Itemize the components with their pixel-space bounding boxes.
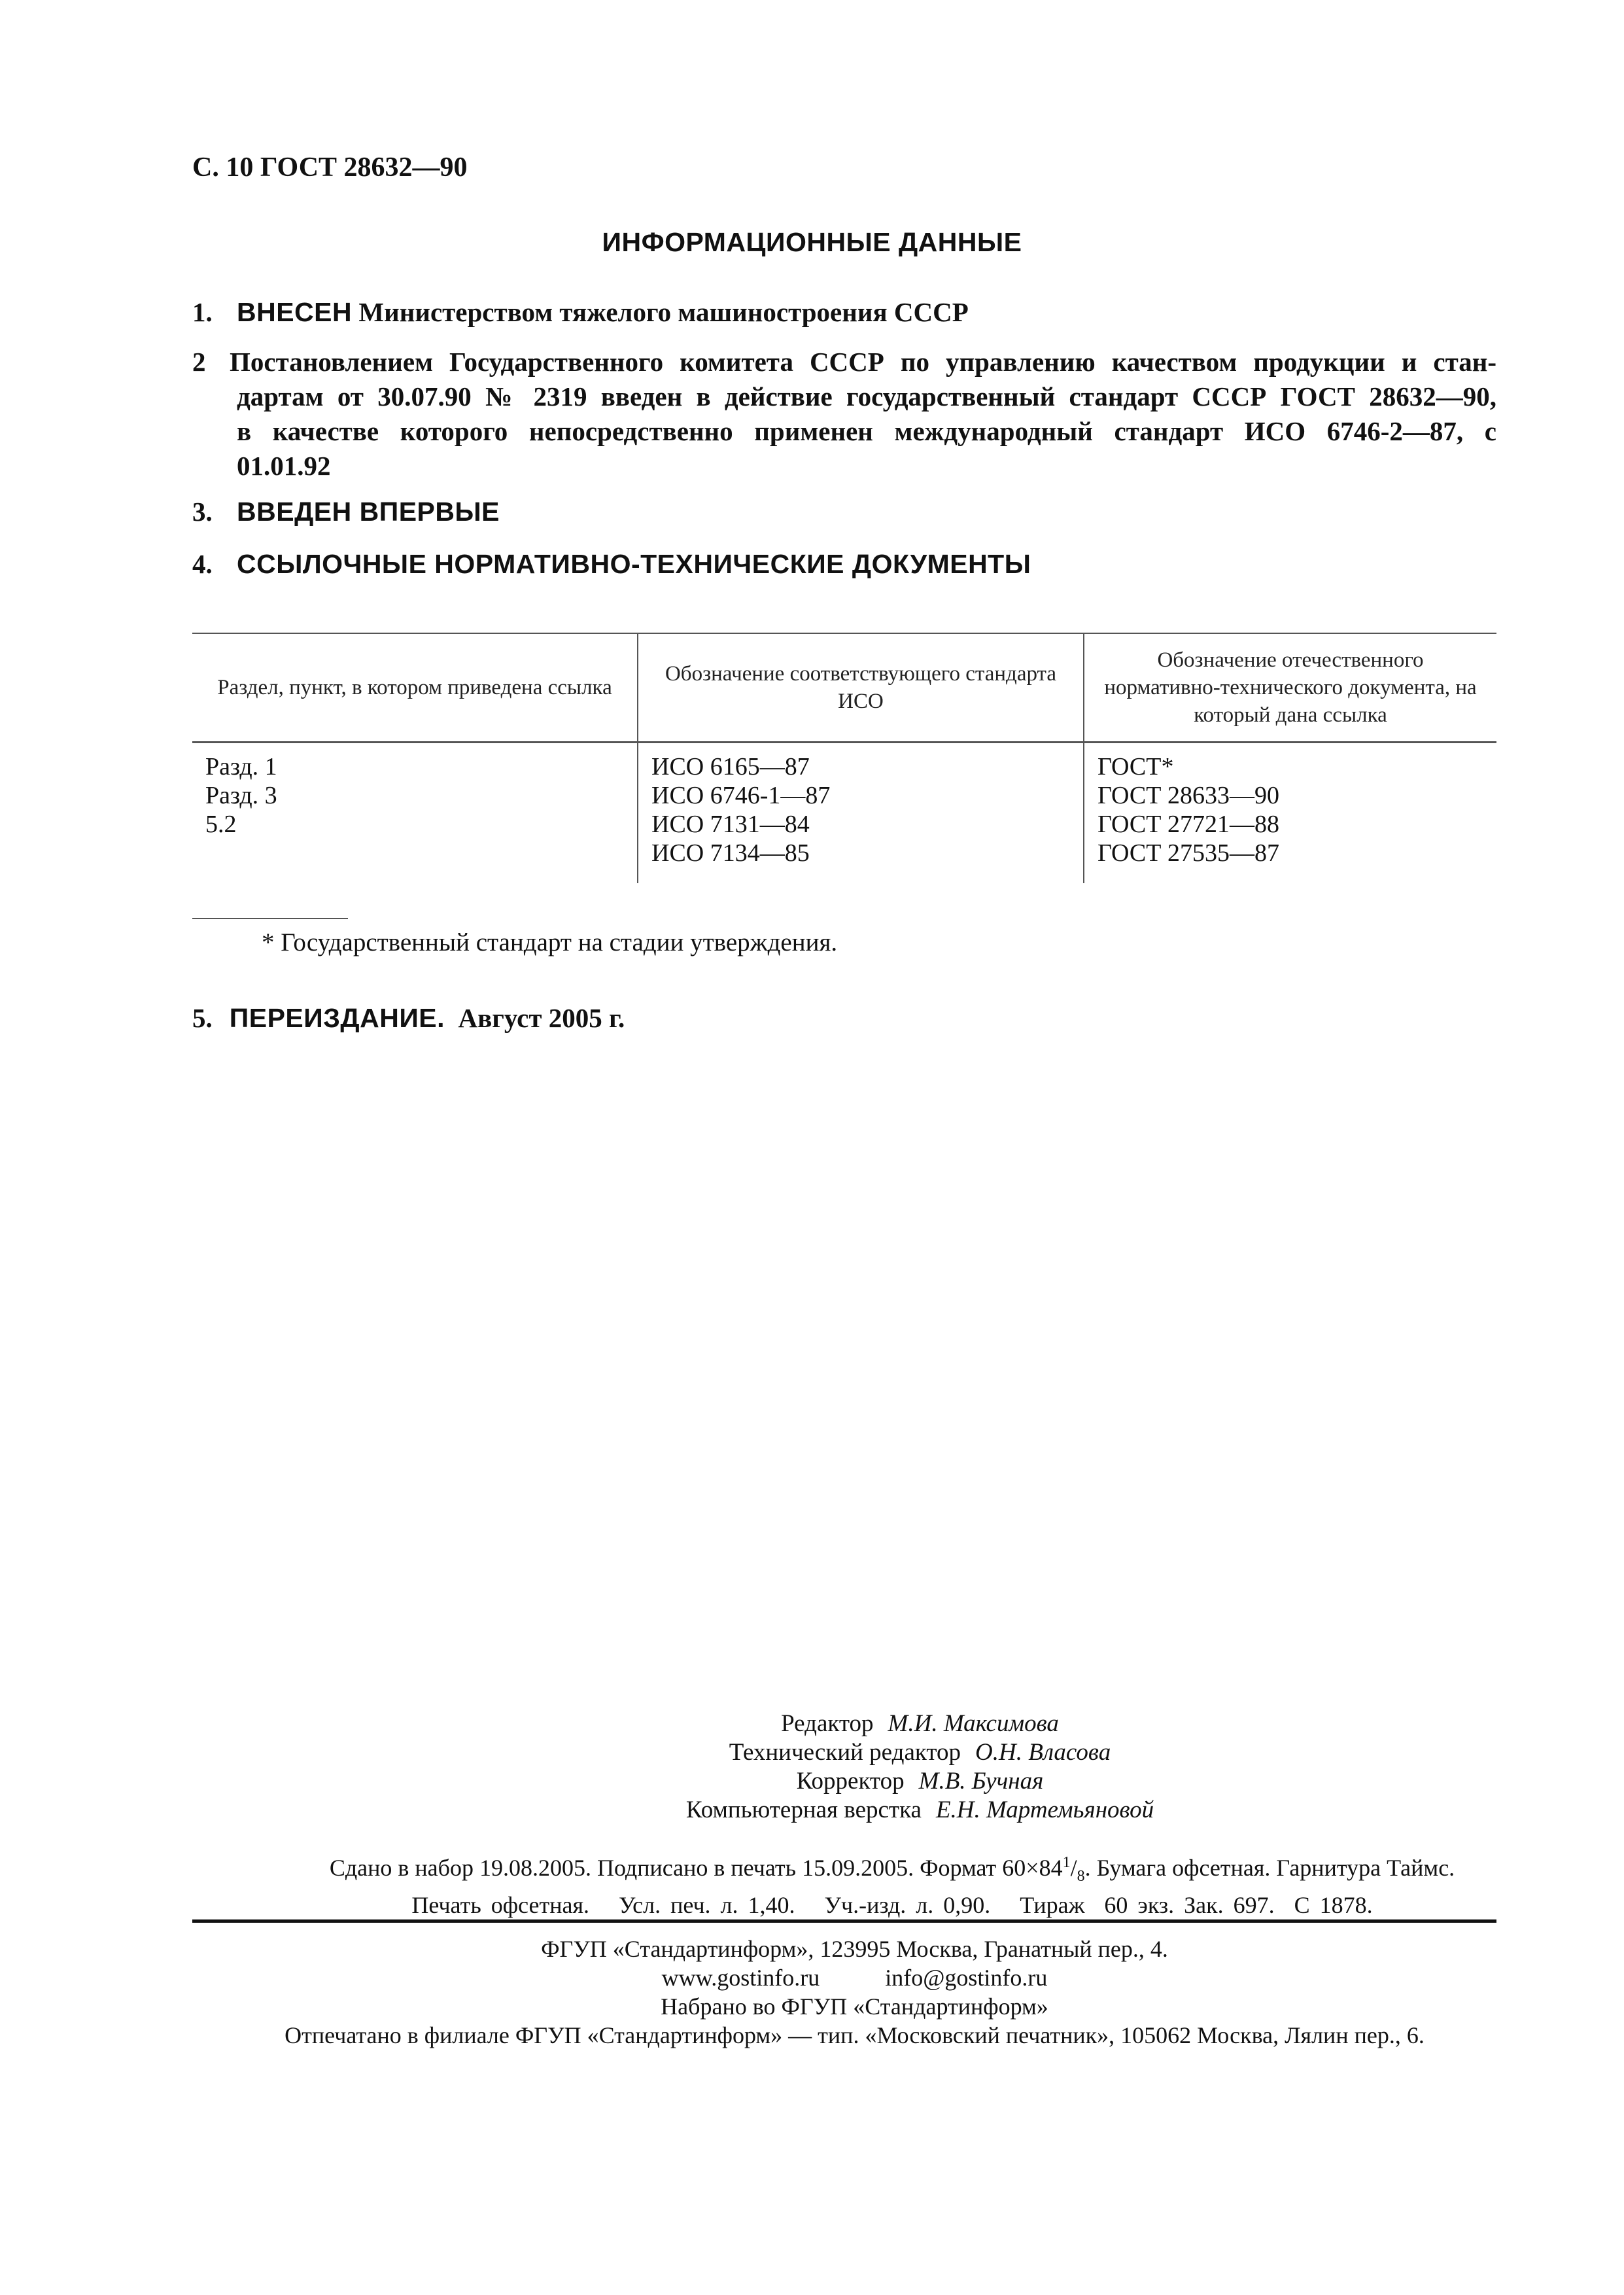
info-item-1	[192, 296, 1496, 328]
table-cell-gost: ГОСТ* ГОСТ 28633—90 ГОСТ 27721—88 ГОСТ 27535—87	[1084, 743, 1496, 884]
credit-row	[0, 1767, 1624, 1796]
item-line: Постановлением Государственного комитета СССР по управлению качеством продукции и стан-	[230, 347, 1496, 377]
publication-line: Печать офсетная. Усл. печ. л. 1,40. Уч.-изд. л. 0,90. Тираж 60 экз. Зак. 697. С 1878.	[411, 1892, 1373, 1919]
table-header-section: Раздел, пункт, в котором приведена ссылка	[192, 633, 638, 743]
credit-row	[0, 1796, 1624, 1825]
info-item-5	[192, 1002, 625, 1034]
credit-role: Редактор	[781, 1710, 874, 1737]
item-number: 1.	[192, 297, 213, 327]
item-number: 5.	[192, 1003, 213, 1033]
info-item-3	[192, 495, 1496, 528]
item-text: ССЫЛОЧНЫЕ НОРМАТИВНО-ТЕХНИЧЕСКИЕ ДОКУМЕНТЫ	[237, 549, 1031, 579]
credit-name: О.Н. Власова	[975, 1739, 1111, 1766]
table-row	[192, 743, 1496, 884]
imprint-website: www.gostinfo.ru	[661, 1965, 820, 1991]
credit-role: Корректор	[796, 1768, 905, 1795]
item-number: 3.	[192, 497, 213, 527]
item-line: дартам от 30.07.90 № 2319 введен в действие государственный стандарт СССР ГОСТ 28632—90,	[237, 381, 1496, 412]
table-header-national: Обозначение отечественного нормативно-технического документа, на который дана ссылка	[1084, 633, 1496, 743]
item-number: 4.	[192, 549, 213, 579]
item-body: Министерством тяжелого машиностроения СССР	[358, 297, 969, 327]
format-subscript: 8	[1077, 1868, 1085, 1885]
publication-text: Сдано в набор 19.08.2005. Подписано в печать 15.09.2005. Формат 60×84	[329, 1855, 1063, 1881]
credit-row	[0, 1709, 1624, 1738]
footnote-divider	[192, 918, 348, 919]
item-body: Август 2005 г.	[458, 1003, 625, 1033]
imprint	[0, 1935, 1624, 2050]
credit-name: М.И. Максимова	[888, 1710, 1059, 1737]
credit-name: Е.Н. Мартемьяновой	[935, 1796, 1154, 1823]
table-cell-iso: ИСО 6165—87 ИСО 6746-1—87 ИСО 7131—84 ИСО 7134—85	[638, 743, 1084, 884]
footnote: * Государственный стандарт на стадии утверждения.	[262, 928, 838, 956]
info-item-4	[192, 548, 1496, 580]
reference-table	[192, 633, 1496, 883]
publication-text-end: . Бумага офсетная. Гарнитура Таймс.	[1084, 1855, 1455, 1881]
imprint-divider	[192, 1919, 1496, 1923]
item-lead: ВНЕСЕН	[237, 297, 353, 327]
table-header-row	[192, 633, 1496, 743]
imprint-printed: Отпечатано в филиале ФГУП «Стандартинформ» — тип. «Московский печатник», 105062 Москва, Лялин пер., 6.	[285, 2022, 1425, 2048]
credit-role: Технический редактор	[729, 1739, 961, 1766]
publication-line: Сдано в набор 19.08.2005. Подписано в печать 15.09.2005. Формат $60\times 84^1/_8$. Бумага офсетная. Гарнитура Таймс.	[329, 1854, 1455, 1885]
imprint-email: info@gostinfo.ru	[885, 1965, 1048, 1991]
item-number: 2	[192, 347, 206, 377]
item-lead: ПЕРЕИЗДАНИЕ.	[229, 1003, 445, 1033]
imprint-contacts	[0, 1963, 1624, 1992]
credit-name: М.В. Бучная	[918, 1768, 1044, 1795]
page-header: С. 10 ГОСТ 28632—90	[192, 152, 468, 183]
section-title: ИНФОРМАЦИОННЫЕ ДАННЫЕ	[602, 227, 1022, 257]
item-text	[237, 296, 1496, 328]
item-line: 01.01.92	[237, 451, 331, 481]
credit-role: Компьютерная верстка	[685, 1796, 922, 1823]
item-text: ВВЕДЕН ВПЕРВЫЕ	[237, 497, 500, 527]
editorial-credits	[0, 1709, 1624, 1825]
format-superscript: 1	[1062, 1854, 1071, 1871]
credit-row	[0, 1738, 1624, 1767]
imprint-typeset: Набрано во ФГУП «Стандартинформ»	[661, 1993, 1048, 2020]
publication-details	[0, 1848, 1624, 1919]
imprint-address: ФГУП «Стандартинформ», 123995 Москва, Гранатный пер., 4.	[541, 1936, 1168, 1962]
item-line: в качестве которого непосредственно применен международный стандарт ИСО 6746-2—87, с	[237, 416, 1496, 446]
table-header-iso: Обозначение соответствующего стандарта ИСО	[638, 633, 1084, 743]
table-cell-sections: Разд. 1 Разд. 3 5.2	[205, 753, 277, 838]
